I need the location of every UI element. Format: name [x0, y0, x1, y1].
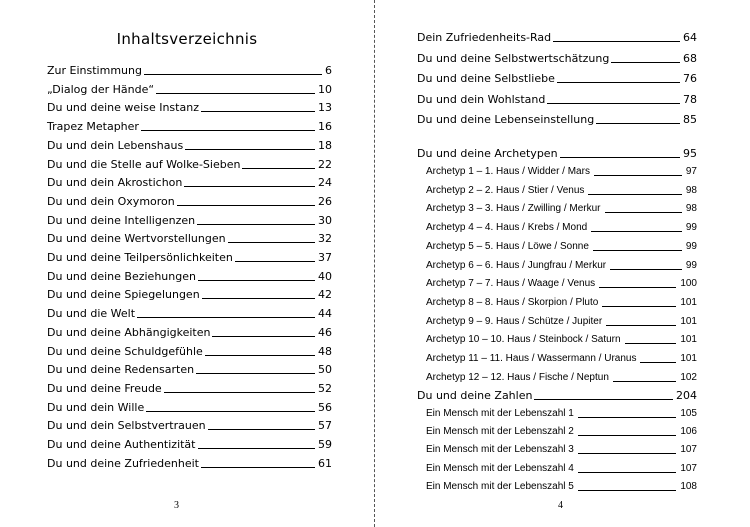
toc-entry-page: 108: [680, 480, 697, 492]
toc-entry-page: 13: [318, 101, 332, 115]
toc-leader-line: [610, 269, 682, 270]
toc-entry-page: 32: [318, 232, 332, 246]
toc-entry-label: Archetyp 9 – 9. Haus / Schütze / Jupiter: [426, 315, 603, 327]
toc-entry-label: Du und die Stelle auf Wolke-Sieben: [47, 157, 241, 171]
toc-entry: [426, 165, 697, 178]
toc-entry: [417, 113, 697, 126]
toc-entry-page: 68: [683, 51, 697, 65]
page-number-right: 4: [558, 500, 563, 511]
toc-entry-page: 26: [318, 194, 332, 208]
toc-entry-label: Du und deine Abhängigkeiten: [47, 325, 211, 339]
toc-leader-line: [156, 93, 315, 94]
toc-entry: [47, 64, 332, 77]
toc-entry-label: Archetyp 12 – 12. Haus / Fische / Neptun: [426, 371, 609, 383]
toc-entry: [417, 52, 697, 65]
left-toc-list: [0, 0, 374, 527]
toc-entry: [47, 438, 332, 451]
toc-entry-label: Du und dein Selbstvertrauen: [47, 419, 206, 433]
toc-entry-page: 78: [683, 92, 697, 106]
toc-entry: [47, 176, 332, 189]
toc-entry: [426, 202, 697, 215]
toc-entry: [426, 296, 697, 309]
toc-leader-line: [184, 186, 315, 187]
toc-leader-line: [578, 472, 676, 473]
toc-leader-line: [578, 453, 676, 454]
toc-entry: [47, 139, 332, 152]
toc-leader-line: [594, 175, 682, 176]
toc-entry-label: Archetyp 3 – 3. Haus / Zwilling / Merkur: [426, 203, 601, 215]
toc-entry-page: 44: [318, 307, 332, 321]
toc-leader-line: [596, 123, 680, 124]
toc-leader-line: [212, 336, 315, 337]
toc-entry: [426, 480, 697, 493]
toc-entry-page: 105: [680, 408, 697, 419]
toc-entry-label: Ein Mensch mit der Lebenszahl 1: [426, 408, 574, 419]
toc-entry: [426, 315, 697, 328]
toc-entry: [417, 389, 697, 402]
toc-leader-line: [578, 490, 676, 491]
toc-leader-line: [560, 157, 680, 158]
toc-entry: [47, 232, 332, 245]
toc-entry-label: Archetyp 1 – 1. Haus / Widder / Mars: [426, 166, 590, 177]
toc-entry-label: Du und deine Selbstliebe: [417, 72, 555, 85]
toc-entry-page: 101: [680, 296, 697, 308]
toc-leader-line: [578, 435, 676, 436]
toc-entry-label: Du und deine weise Instanz: [47, 101, 199, 115]
page-divider: [374, 0, 375, 527]
toc-entry-label: Archetyp 11 – 11. Haus / Wassermann / Uranus: [426, 353, 637, 364]
toc-entry: [47, 419, 332, 432]
toc-entry-page: 52: [318, 381, 332, 395]
toc-entry-page: 22: [318, 157, 332, 171]
toc-entry-label: Du und dein Akrostichon: [47, 176, 183, 190]
toc-entry: [47, 363, 332, 376]
toc-entry-label: Du und dein Wille: [47, 400, 145, 414]
toc-entry-page: 6: [325, 64, 332, 77]
toc-entry: [426, 259, 697, 272]
toc-entry-page: 95: [683, 147, 697, 160]
toc-entry-label: Du und deine Redensarten: [47, 363, 195, 377]
toc-entry: [47, 120, 332, 133]
toc-entry-label: Du und die Welt: [47, 307, 136, 321]
toc-leader-line: [205, 355, 315, 356]
toc-leader-line: [578, 417, 676, 418]
toc-leader-line: [141, 130, 315, 131]
toc-entry-label: Du und deine Archetypen: [417, 147, 558, 160]
toc-entry-label: Du und dein Wohlstand: [417, 92, 546, 106]
toc-entry-page: 59: [318, 438, 332, 451]
toc-leader-line: [605, 212, 682, 213]
toc-leader-line: [137, 317, 315, 318]
toc-entry-label: Dein Zufriedenheits-Rad: [417, 31, 552, 44]
toc-entry-label: Du und deine Freude: [47, 381, 162, 395]
toc-entry-label: Du und deine Schuldgefühle: [47, 344, 203, 358]
toc-leader-line: [606, 325, 676, 326]
toc-entry-page: 37: [318, 251, 332, 264]
toc-entry: [47, 401, 332, 414]
toc-entry: [47, 457, 332, 470]
toc-entry: [426, 462, 697, 475]
toc-entry-page: 100: [680, 278, 697, 290]
toc-entry-label: Archetyp 2 – 2. Haus / Stier / Venus: [426, 184, 585, 196]
toc-entry-label: Du und deine Lebenseinstellung: [417, 113, 595, 126]
page-number-left: 3: [174, 500, 179, 511]
toc-entry-page: 102: [680, 371, 697, 383]
toc-entry: [47, 307, 332, 320]
toc-entry-page: 107: [680, 462, 697, 474]
toc-entry: [417, 72, 697, 85]
toc-entry-page: 10: [318, 82, 332, 96]
toc-entry-label: Ein Mensch mit der Lebenszahl 2: [426, 426, 574, 438]
toc-entry-label: Archetyp 7 – 7. Haus / Waage / Venus: [426, 278, 596, 290]
toc-leader-line: [198, 280, 315, 281]
toc-entry-page: 107: [680, 444, 697, 456]
toc-entry-page: 98: [685, 184, 697, 196]
toc-entry: [47, 326, 332, 339]
toc-entry-label: Du und dein Oxymoron: [47, 194, 175, 208]
right-toc-list: [376, 0, 750, 527]
toc-entry-label: Du und dein Lebenshaus: [47, 138, 184, 152]
toc-entry: [47, 345, 332, 358]
toc-leader-line: [547, 103, 680, 104]
toc-entry-page: 98: [685, 203, 697, 215]
toc-entry: [426, 240, 697, 253]
toc-entry-page: 76: [683, 72, 697, 85]
toc-entry-label: Du und deine Beziehungen: [47, 269, 196, 283]
toc-entry-page: 106: [680, 426, 697, 438]
toc-entry-page: 99: [685, 222, 697, 234]
toc-entry-page: 101: [680, 353, 697, 364]
toc-leader-line: [625, 343, 677, 344]
toc-leader-line: [599, 287, 676, 288]
toc-leader-line: [588, 194, 681, 195]
left-page: [0, 0, 374, 527]
toc-entry-label: Archetyp 8 – 8. Haus / Skorpion / Pluto: [426, 296, 599, 308]
toc-leader-line: [602, 306, 676, 307]
toc-leader-line: [553, 41, 680, 42]
toc-entry: [426, 352, 697, 365]
toc-entry: [47, 214, 332, 227]
toc-leader-line: [557, 82, 680, 83]
toc-leader-line: [177, 205, 315, 206]
toc-entry-label: Archetyp 4 – 4. Haus / Krebs / Mond: [426, 222, 588, 234]
toc-leader-line: [196, 373, 315, 374]
toc-leader-line: [164, 392, 315, 393]
toc-entry: [426, 333, 697, 346]
toc-entry-page: 24: [318, 176, 332, 190]
toc-entry: [426, 371, 697, 384]
toc-leader-line: [201, 467, 315, 468]
toc-entry-label: Du und deine Authentizität: [47, 438, 196, 451]
toc-entry-label: Archetyp 10 – 10. Haus / Steinbock / Saturn: [426, 334, 621, 346]
toc-entry-page: 101: [680, 315, 697, 327]
toc-leader-line: [640, 362, 676, 363]
toc-entry-page: 64: [683, 31, 697, 44]
toc-title: Inhaltsverzeichnis: [116, 30, 258, 48]
toc-entry-page: 204: [676, 389, 697, 402]
toc-leader-line: [593, 250, 682, 251]
toc-entry-page: 30: [318, 213, 332, 227]
toc-entry-label: Archetyp 6 – 6. Haus / Jungfrau / Merkur: [426, 259, 607, 271]
toc-entry: [47, 83, 332, 96]
toc-entry: [426, 407, 697, 420]
toc-entry-label: Du und deine Spiegelungen: [47, 288, 200, 302]
toc-entry-label: Du und deine Zufriedenheit: [47, 456, 199, 470]
toc-leader-line: [591, 231, 682, 232]
toc-leader-line: [611, 62, 680, 63]
toc-entry-page: 46: [318, 325, 332, 339]
toc-entry: [417, 31, 697, 44]
toc-leader-line: [146, 411, 315, 412]
toc-entry-label: Zur Einstimmung: [47, 64, 142, 77]
toc-entry: [47, 288, 332, 301]
toc-leader-line: [197, 224, 315, 225]
toc-entry-page: 42: [318, 288, 332, 302]
toc-entry-label: Ein Mensch mit der Lebenszahl 4: [426, 462, 574, 474]
right-page: [376, 0, 750, 527]
toc-leader-line: [208, 429, 315, 430]
toc-entry: [426, 184, 697, 197]
toc-entry: [47, 101, 332, 114]
toc-entry-label: Du und deine Selbstwertschätzung: [417, 51, 610, 65]
toc-entry: [426, 425, 697, 438]
toc-entry: [426, 443, 697, 456]
toc-entry-label: Ein Mensch mit der Lebenszahl 5: [426, 480, 574, 492]
toc-leader-line: [198, 448, 316, 449]
toc-entry-page: 18: [318, 138, 332, 152]
toc-entry-page: 50: [318, 363, 332, 377]
toc-entry: [417, 147, 697, 160]
toc-entry-label: Du und deine Teilpersönlichkeiten: [47, 251, 233, 264]
toc-leader-line: [534, 399, 673, 400]
toc-entry-page: 16: [318, 120, 332, 134]
toc-entry-label: Trapez Metapher: [47, 120, 139, 134]
toc-entry-page: 101: [680, 334, 697, 346]
toc-leader-line: [144, 74, 322, 75]
toc-entry-page: 99: [685, 240, 697, 252]
toc-entry: [426, 277, 697, 290]
toc-entry: [47, 251, 332, 264]
toc-entry: [47, 382, 332, 395]
toc-leader-line: [613, 381, 676, 382]
toc-entry: [47, 195, 332, 208]
toc-entry-label: „Dialog der Hände“: [47, 82, 155, 96]
toc-entry-label: Du und deine Wertvorstellungen: [47, 232, 226, 246]
toc-entry-page: 40: [318, 269, 332, 283]
toc-entry-label: Du und deine Intelligenzen: [47, 213, 196, 227]
toc-leader-line: [228, 242, 315, 243]
toc-entry-label: Ein Mensch mit der Lebenszahl 3: [426, 444, 574, 456]
toc-entry-page: 97: [685, 166, 697, 177]
toc-entry-page: 99: [685, 259, 697, 271]
toc-entry-label: Archetyp 5 – 5. Haus / Löwe / Sonne: [426, 240, 589, 252]
toc-entry-page: 61: [318, 456, 332, 470]
toc-entry-page: 56: [318, 400, 332, 414]
toc-leader-line: [185, 149, 315, 150]
toc-entry-page: 57: [318, 419, 332, 433]
toc-leader-line: [235, 261, 315, 262]
toc-leader-line: [202, 298, 315, 299]
toc-entry: [417, 93, 697, 106]
toc-entry-label: Du und deine Zahlen: [417, 389, 533, 402]
toc-entry: [47, 158, 332, 171]
toc-entry: [47, 270, 332, 283]
toc-entry: [426, 221, 697, 234]
toc-leader-line: [242, 168, 315, 169]
toc-entry-page: 48: [318, 344, 332, 358]
toc-entry-page: 85: [683, 113, 697, 126]
toc-leader-line: [201, 111, 315, 112]
